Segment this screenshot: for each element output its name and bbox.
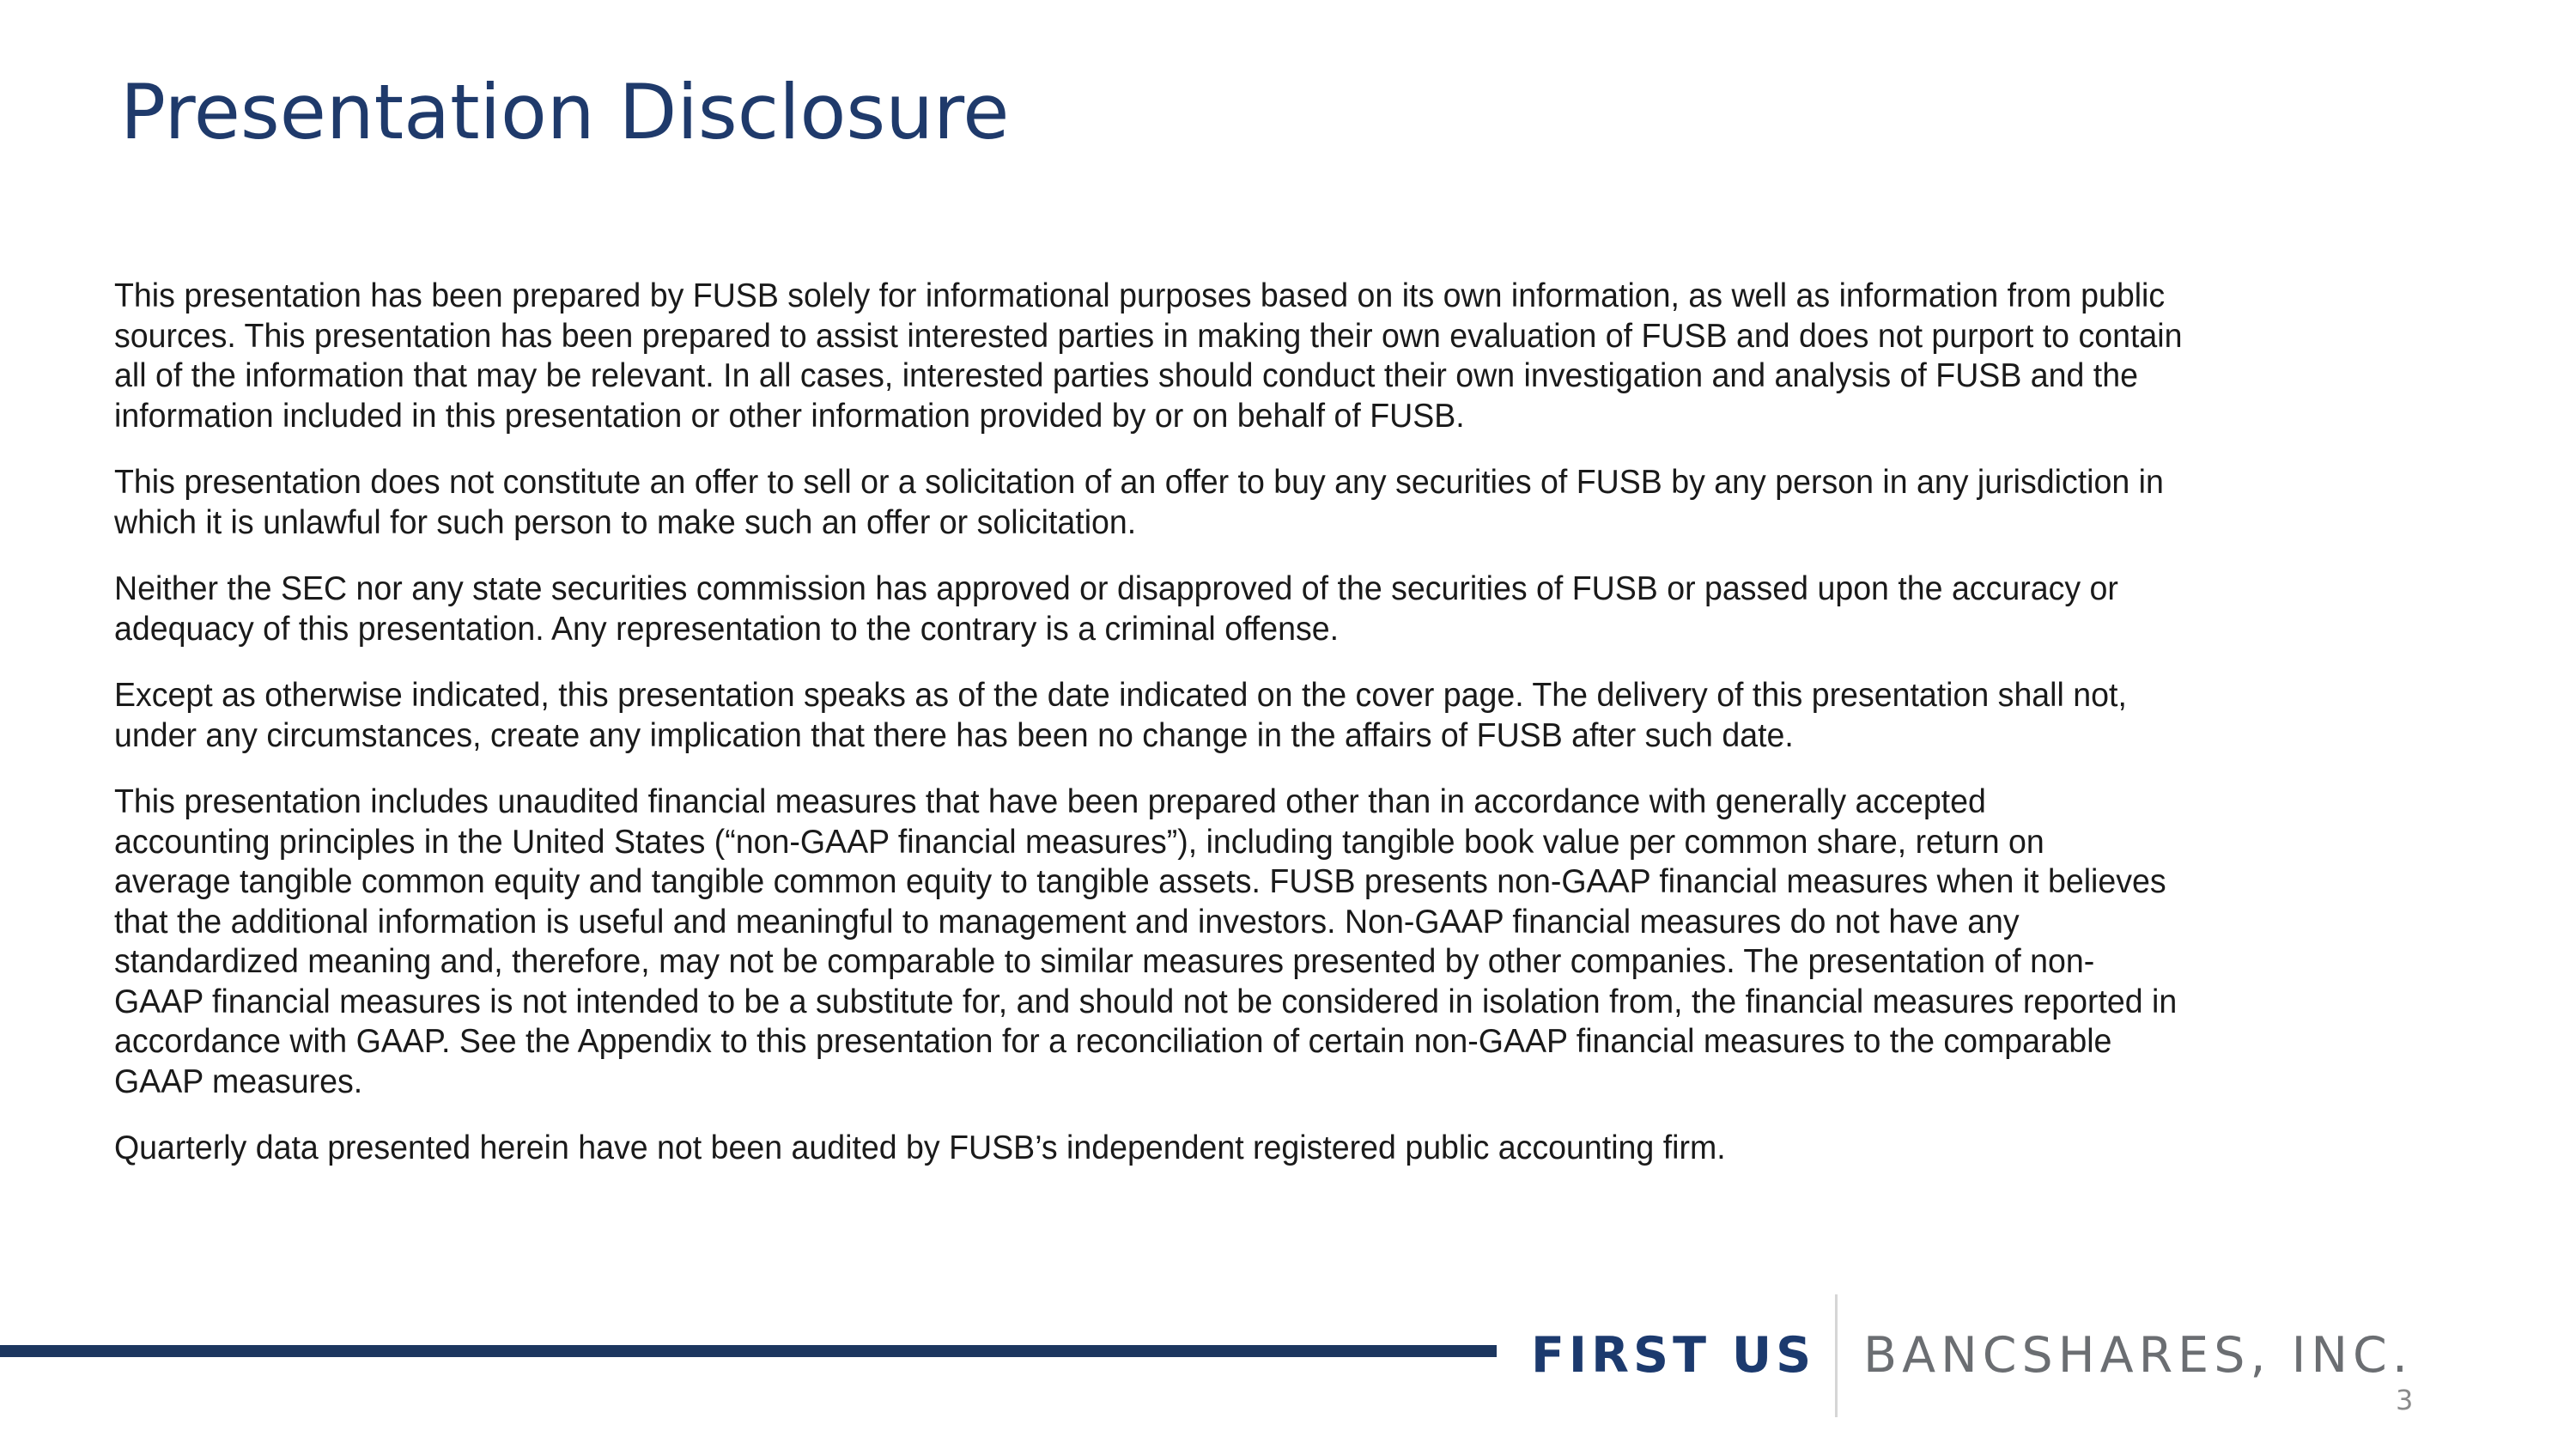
text-line: This presentation has been prepared by FUSB solely for informational purposes based on its own information, as well as information from public — [114, 277, 2166, 314]
text-line: which it is unlawful for such person to make such an offer or solicitation. — [114, 503, 1137, 541]
text-line: standardized meaning and, therefore, may not be comparable to similar measures presented by other companies. The presentation of non- — [114, 943, 2095, 980]
paragraph-date — [114, 676, 2484, 756]
text-line: Except as otherwise indicated, this presentation speaks as of the date indicated on the cover page. The delivery of this presentation shall not, — [114, 677, 2127, 714]
logo-bancshares: BANCSHARES, INC. — [1863, 1327, 2413, 1384]
page-number: 3 — [2396, 1384, 2414, 1416]
paragraph-no-offer — [114, 463, 2484, 543]
logo-separator — [1835, 1294, 1838, 1417]
paragraph-sec — [114, 569, 2484, 649]
text-line: This presentation includes unaudited financial measures that have been prepared other than in accordance with generally accepted — [114, 783, 1986, 820]
text-line: Quarterly data presented herein have not been audited by FUSB’s independent registered public accounting firm. — [114, 1129, 1726, 1166]
text-line: information included in this presentation or other information provided by or on behalf of FUSB. — [114, 397, 1465, 435]
paragraph-preparation — [114, 277, 2484, 436]
text-line: adequacy of this presentation. Any representation to the contrary is a criminal offense. — [114, 610, 1340, 648]
text-line: all of the information that may be relevant. In all cases, interested parties should conduct their own investigation and analysis of FUSB and the — [114, 357, 2138, 394]
paragraph-non-gaap — [114, 782, 2484, 1102]
text-line: sources. This presentation has been prepared to assist interested parties in making their own evaluation of FUSB and does not purport to contain — [114, 317, 2183, 355]
text-line: GAAP measures. — [114, 1062, 363, 1100]
text-line: accordance with GAAP. See the Appendix to this presentation for a reconciliation of certain non-GAAP financial measures to the comparable — [114, 1023, 2112, 1060]
text-line: average tangible common equity and tangible common equity to tangible assets. FUSB presents non-GAAP financial measures when it believes — [114, 863, 2166, 900]
text-line: This presentation does not constitute an offer to sell or a solicitation of an offer to buy any securities of FUSB by any person in any jurisdiction in — [114, 464, 2164, 501]
paragraph-quarterly — [114, 1129, 2484, 1169]
text-line: under any circumstances, create any implication that there has been no change in the affairs of FUSB after such date. — [114, 716, 1794, 754]
slide-title: Presentation Disclosure — [120, 68, 1010, 156]
text-line: that the additional information is useful and meaningful to management and investors. Non-GAAP financial measures do not have any — [114, 903, 2020, 941]
text-line: GAAP financial measures is not intended to be a substitute for, and should not be considered in isolation from, the financial measures reported in — [114, 983, 2178, 1020]
footer-rule — [0, 1345, 1497, 1357]
disclosure-body — [114, 277, 2484, 1196]
logo-first-us: FIRST US — [1531, 1327, 1816, 1384]
text-line: Neither the SEC nor any state securities commission has approved or disapproved of the securities of FUSB or passed upon the accuracy or — [114, 570, 2118, 607]
text-line: accounting principles in the United States (“non-GAAP financial measures”), including tangible book value per common share, return on — [114, 823, 2044, 861]
